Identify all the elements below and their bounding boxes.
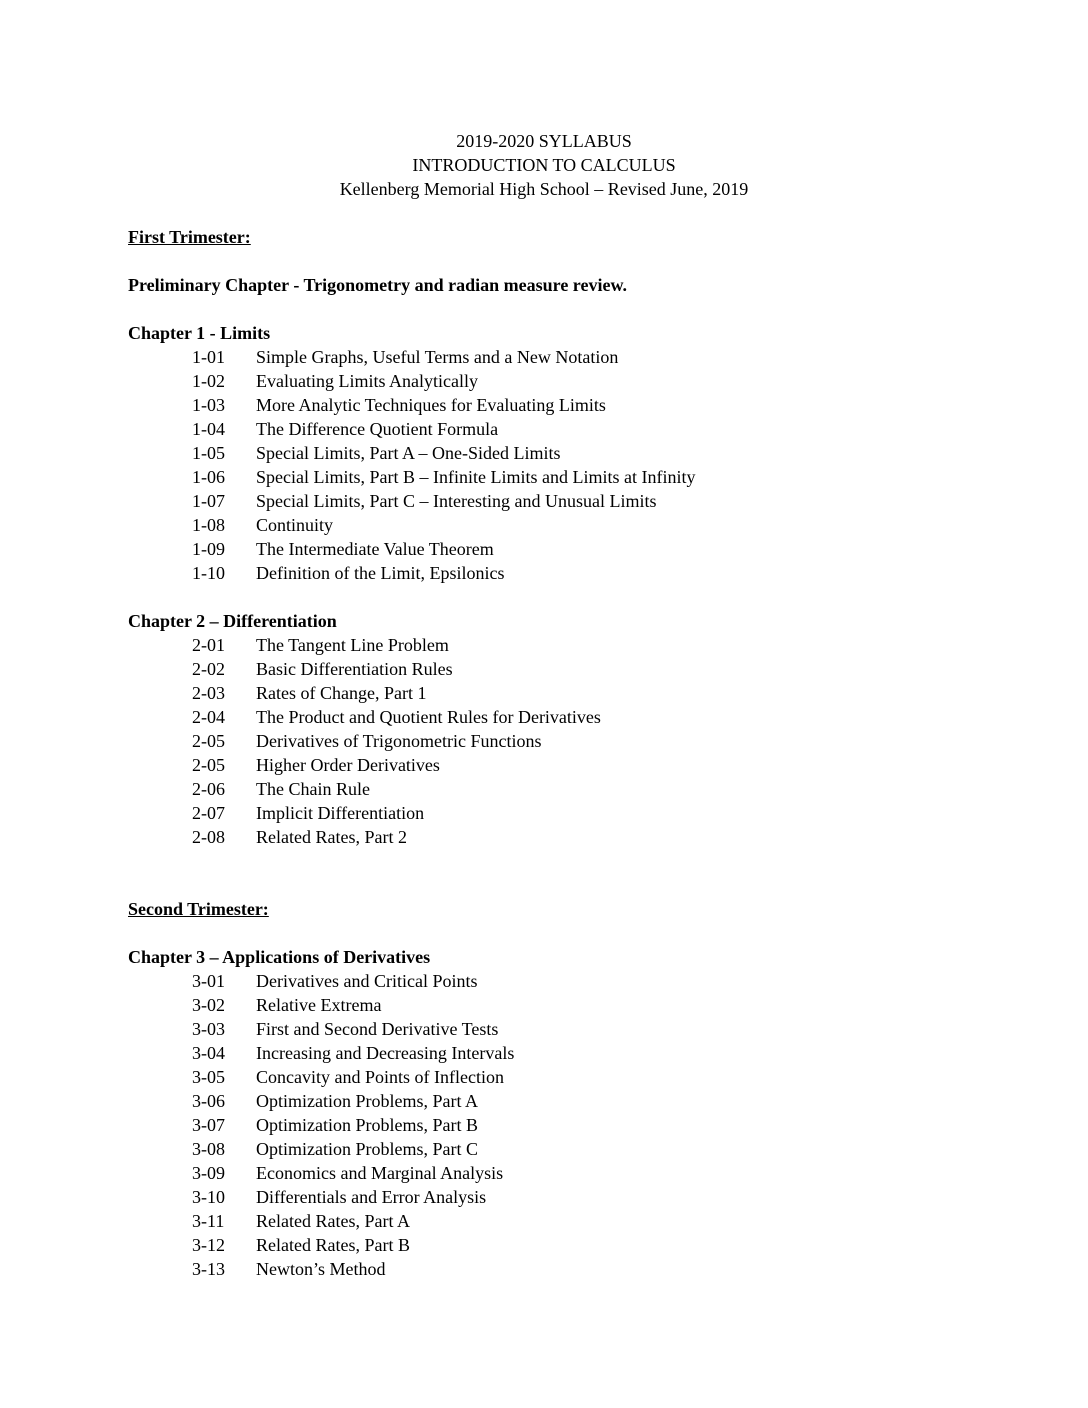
section-title: Derivatives and Critical Points bbox=[256, 971, 478, 991]
section-number: 2-04 bbox=[192, 707, 225, 727]
section-title: Optimization Problems, Part C bbox=[256, 1139, 478, 1159]
section-number: 3-01 bbox=[192, 971, 225, 991]
section-title: Related Rates, Part 2 bbox=[256, 827, 407, 847]
section-title: Optimization Problems, Part B bbox=[256, 1115, 478, 1135]
school-revision-line: Kellenberg Memorial High School – Revised June, 2019 bbox=[339, 179, 749, 199]
section-title: More Analytic Techniques for Evaluating Limits bbox=[256, 395, 606, 415]
section-title: Related Rates, Part B bbox=[256, 1235, 410, 1255]
chapter-3-heading: Chapter 3 – Applications of Derivatives bbox=[128, 947, 431, 967]
section-number: 3-04 bbox=[192, 1043, 225, 1063]
section-title: The Chain Rule bbox=[256, 779, 370, 799]
section-title: Newton’s Method bbox=[256, 1259, 386, 1279]
section-title: Derivatives of Trigonometric Functions bbox=[256, 731, 542, 751]
chapter-1-heading: Chapter 1 - Limits bbox=[128, 323, 271, 343]
section-number: 1-05 bbox=[192, 443, 225, 463]
section-number: 1-04 bbox=[192, 419, 225, 439]
section-number: 3-07 bbox=[192, 1115, 225, 1135]
section-title: Concavity and Points of Inflection bbox=[256, 1067, 504, 1087]
section-number: 1-01 bbox=[192, 347, 225, 367]
section-title: Definition of the Limit, Epsilonics bbox=[256, 563, 505, 583]
section-number: 3-06 bbox=[192, 1091, 225, 1111]
section-number: 3-12 bbox=[192, 1235, 225, 1255]
section-number: 3-03 bbox=[192, 1019, 225, 1039]
section-title: Economics and Marginal Analysis bbox=[256, 1163, 504, 1183]
section-title: Relative Extrema bbox=[256, 995, 382, 1015]
section-number: 1-03 bbox=[192, 395, 225, 415]
section-title: Related Rates, Part A bbox=[256, 1211, 410, 1231]
section-title: Differentials and Error Analysis bbox=[256, 1187, 487, 1207]
section-title: The Intermediate Value Theorem bbox=[256, 539, 494, 559]
section-title: Continuity bbox=[256, 515, 334, 535]
second-trimester-heading: Second Trimester: bbox=[128, 899, 269, 919]
section-title: Basic Differentiation Rules bbox=[256, 659, 453, 679]
section-title: Special Limits, Part A – One-Sided Limits bbox=[256, 443, 561, 463]
section-title: Implicit Differentiation bbox=[256, 803, 425, 823]
section-number: 3-10 bbox=[192, 1187, 225, 1207]
section-number: 3-11 bbox=[192, 1211, 225, 1231]
section-title: The Product and Quotient Rules for Derivatives bbox=[256, 707, 601, 727]
section-number: 1-08 bbox=[192, 515, 225, 535]
section-number: 3-05 bbox=[192, 1067, 225, 1087]
chapter-2-heading: Chapter 2 – Differentiation bbox=[128, 611, 337, 631]
section-title: Evaluating Limits Analytically bbox=[256, 371, 478, 391]
section-title: Increasing and Decreasing Intervals bbox=[256, 1043, 515, 1063]
section-number: 3-09 bbox=[192, 1163, 225, 1183]
syllabus-year-title: 2019-2020 SYLLABUS bbox=[456, 131, 632, 151]
section-title: Rates of Change, Part 1 bbox=[256, 683, 427, 703]
section-number: 2-03 bbox=[192, 683, 225, 703]
section-title: Simple Graphs, Useful Terms and a New Notation bbox=[256, 347, 619, 367]
section-number: 2-02 bbox=[192, 659, 225, 679]
section-number: 1-02 bbox=[192, 371, 225, 391]
section-number: 2-01 bbox=[192, 635, 225, 655]
section-title: Optimization Problems, Part A bbox=[256, 1091, 478, 1111]
first-trimester-heading: First Trimester: bbox=[128, 227, 251, 247]
section-number: 2-07 bbox=[192, 803, 225, 823]
section-number: 1-10 bbox=[192, 563, 225, 583]
section-number: 2-08 bbox=[192, 827, 225, 847]
section-number: 1-09 bbox=[192, 539, 225, 559]
preliminary-chapter-heading: Preliminary Chapter - Trigonometry and radian measure review. bbox=[128, 275, 627, 295]
section-number: 1-06 bbox=[192, 467, 225, 487]
section-title: Special Limits, Part B – Infinite Limits and Limits at Infinity bbox=[256, 467, 696, 487]
course-title: INTRODUCTION TO CALCULUS bbox=[412, 155, 676, 175]
section-title: The Tangent Line Problem bbox=[256, 635, 449, 655]
section-number: 3-02 bbox=[192, 995, 225, 1015]
section-title: First and Second Derivative Tests bbox=[256, 1019, 499, 1039]
section-number: 3-13 bbox=[192, 1259, 225, 1279]
section-number: 1-07 bbox=[192, 491, 225, 511]
section-number: 3-08 bbox=[192, 1139, 225, 1159]
section-number: 2-06 bbox=[192, 779, 225, 799]
section-number: 2-05 bbox=[192, 755, 225, 775]
section-number: 2-05 bbox=[192, 731, 225, 751]
section-title: The Difference Quotient Formula bbox=[256, 419, 499, 439]
section-title: Special Limits, Part C – Interesting and Unusual Limits bbox=[256, 491, 657, 511]
section-title: Higher Order Derivatives bbox=[256, 755, 440, 775]
